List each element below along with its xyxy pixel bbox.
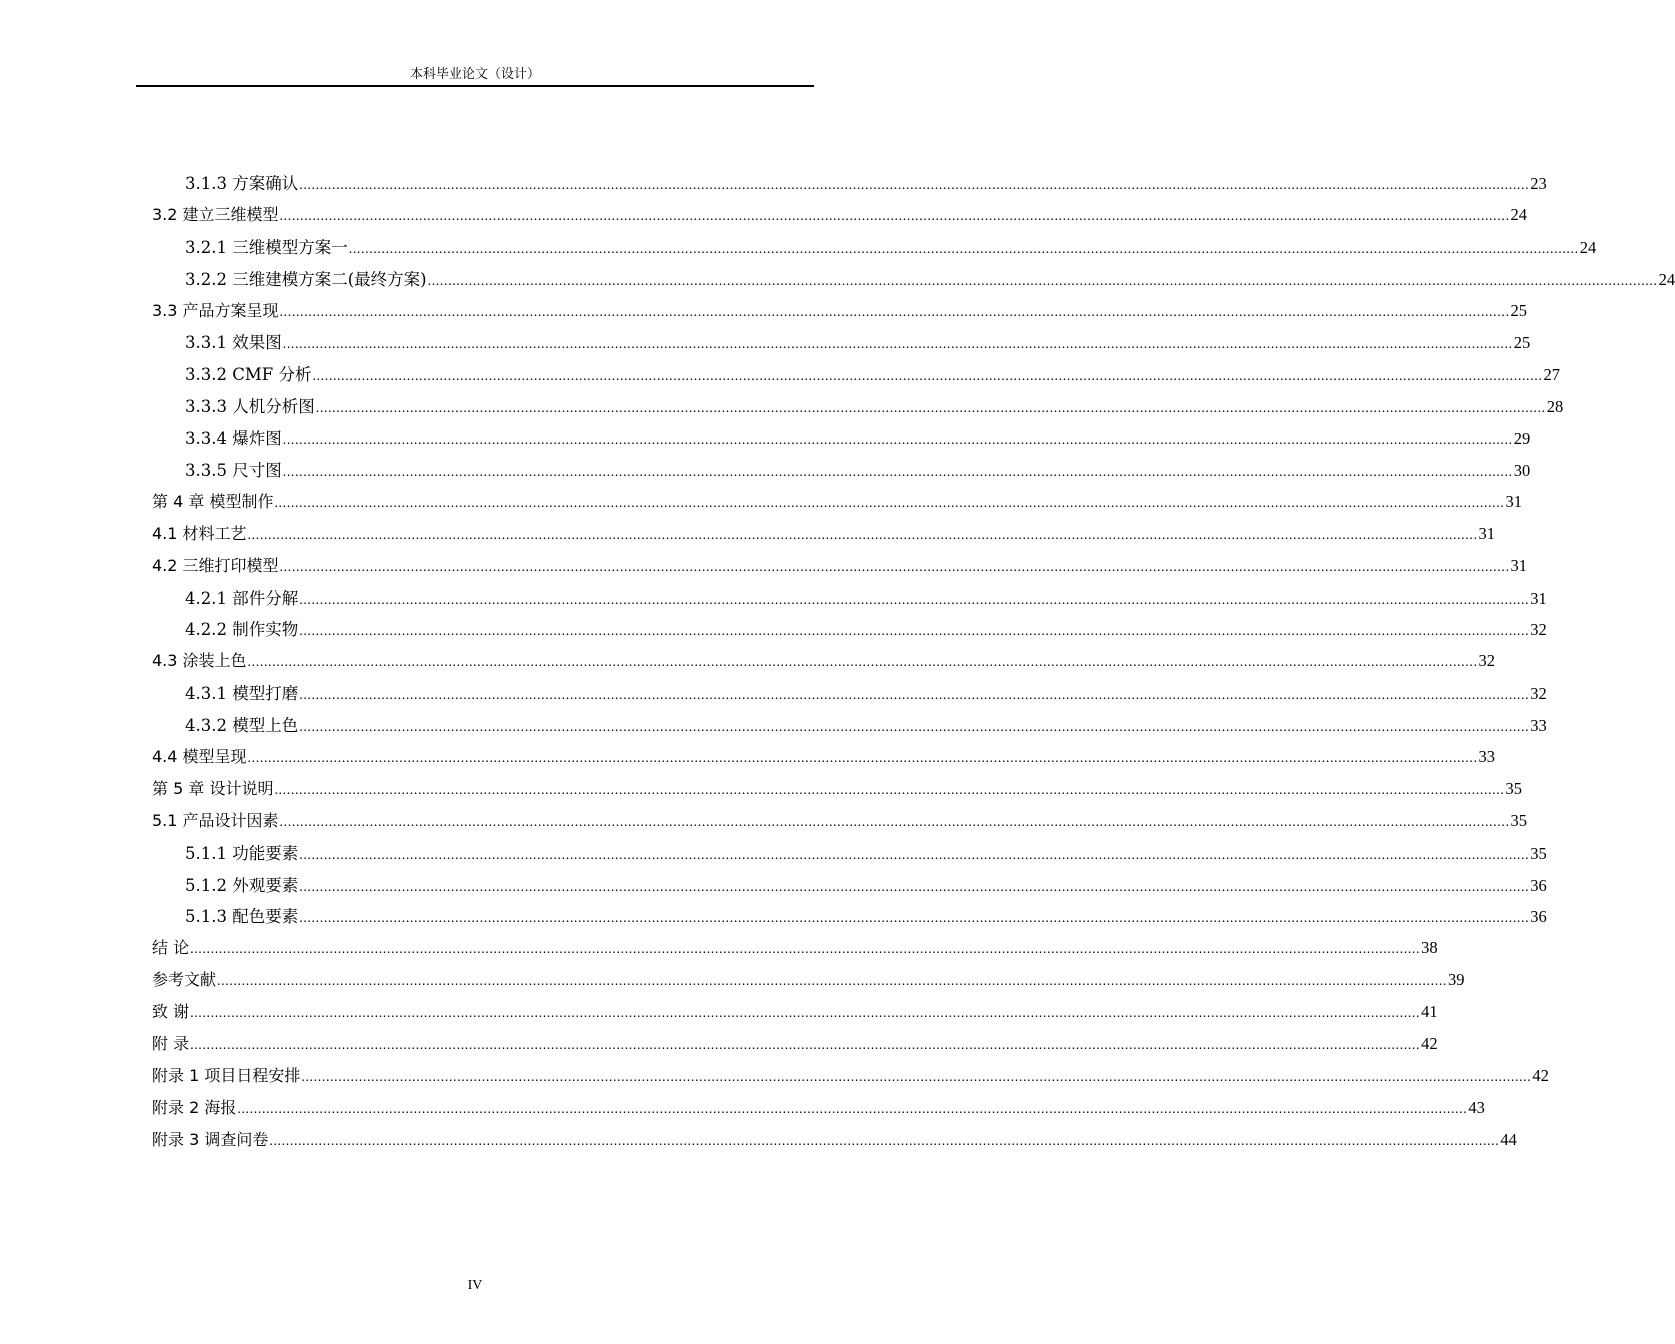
toc-entry-title: 4.3 涂装上色 <box>152 651 247 671</box>
toc-dot-leader: ............................................................................................................................................................................................................................................................................................................ <box>348 241 1579 257</box>
toc-entry[interactable] <box>152 329 1531 361</box>
toc-dot-leader: ............................................................................................................................................................................................................................................................................................................ <box>279 208 1510 224</box>
toc-dot-leader: ............................................................................................................................................................................................................................................................................................................ <box>190 1038 1421 1054</box>
toc-entry-title: 结 论 <box>152 938 190 958</box>
toc-entry-title: 3.2.1 三维模型方案一 <box>185 237 348 257</box>
toc-dot-leader: ............................................................................................................................................................................................................................................................................................................ <box>190 1006 1421 1022</box>
toc-entry-title: 3.3.2 CMF 分析 <box>185 365 312 385</box>
toc-entry-page: 25 <box>1513 333 1531 353</box>
toc-entry-page: 42 <box>1532 1065 1549 1085</box>
toc-entry-page: 42 <box>1421 1034 1438 1054</box>
toc-entry-page: 31 <box>1505 491 1522 511</box>
toc-entry[interactable] <box>152 489 1522 521</box>
toc-entry[interactable] <box>152 808 1528 840</box>
toc-entry-title: 3.2 建立三维模型 <box>152 204 279 224</box>
toc-dot-leader: ............................................................................................................................................................................................................................................................................................................ <box>315 401 1546 417</box>
toc-entry-page: 44 <box>1500 1129 1517 1149</box>
toc-entry-title: 致 谢 <box>152 1002 190 1022</box>
toc-entry[interactable] <box>152 457 1531 489</box>
toc-entry[interactable] <box>152 967 1465 999</box>
toc-dot-leader: ............................................................................................................................................................................................................................................................................................................ <box>299 879 1530 895</box>
toc-entry[interactable] <box>152 1031 1438 1063</box>
toc-entry-title: 5.1.3 配色要素 <box>185 907 299 927</box>
toc-entry[interactable] <box>152 872 1547 904</box>
toc-entry-title: 第 4 章 模型制作 <box>152 491 274 511</box>
toc-entry-title: 4.2 三维打印模型 <box>152 555 279 575</box>
toc-entry[interactable] <box>152 298 1528 330</box>
toc-entry-page: 27 <box>1543 365 1560 385</box>
toc-entry-page: 24 <box>1579 237 1597 257</box>
toc-entry-title: 附 录 <box>152 1034 190 1054</box>
toc-entry[interactable] <box>152 776 1522 808</box>
toc-entry-page: 43 <box>1468 1097 1485 1117</box>
toc-entry-title: 3.3 产品方案呈现 <box>152 300 279 320</box>
toc-dot-leader: ............................................................................................................................................................................................................................................................................................................ <box>299 847 1530 863</box>
toc-entry-page: 38 <box>1421 938 1438 958</box>
toc-entry-page: 41 <box>1421 1002 1438 1022</box>
toc-dot-leader: ............................................................................................................................................................................................................................................................................................................ <box>247 527 1478 543</box>
toc-entry[interactable] <box>152 521 1496 553</box>
toc-entry-title: 4.3.2 模型上色 <box>185 716 299 736</box>
toc-dot-leader: ............................................................................................................................................................................................................................................................................................................ <box>269 1133 1500 1149</box>
toc-dot-leader: ............................................................................................................................................................................................................................................................................................................ <box>217 974 1448 990</box>
toc-dot-leader: ............................................................................................................................................................................................................................................................................................................ <box>312 369 1543 385</box>
toc-entry[interactable] <box>152 553 1528 585</box>
toc-entry-title: 附录 3 调查问卷 <box>152 1129 269 1149</box>
toc-entry-title: 4.2.1 部件分解 <box>185 588 299 608</box>
toc-entry-page: 31 <box>1478 523 1496 543</box>
toc-entry[interactable] <box>152 903 1547 935</box>
toc-entry-title: 4.4 模型呈现 <box>152 747 247 767</box>
toc-entry[interactable] <box>152 935 1438 967</box>
toc-entry[interactable] <box>152 170 1547 202</box>
toc-entry-page: 33 <box>1530 716 1547 736</box>
toc-entry[interactable] <box>152 648 1496 680</box>
toc-dot-leader: ............................................................................................................................................................................................................................................................................................................ <box>299 720 1530 736</box>
toc-entry-title: 参考文献 <box>152 970 217 990</box>
toc-entry[interactable] <box>152 393 1564 425</box>
toc-entry[interactable] <box>152 234 1597 266</box>
toc-entry-page: 32 <box>1530 620 1547 640</box>
toc-entry[interactable] <box>152 361 1560 393</box>
toc-dot-leader: ............................................................................................................................................................................................................................................................................................................ <box>299 178 1530 193</box>
toc-entry-title: 第 5 章 设计说明 <box>152 778 274 798</box>
toc-dot-leader: ............................................................................................................................................................................................................................................................................................................ <box>190 942 1421 958</box>
toc-entry-page: 28 <box>1546 397 1564 417</box>
toc-entry-page: 31 <box>1510 555 1528 575</box>
toc-entry-title: 3.3.5 尺寸图 <box>185 461 282 481</box>
toc-entry-page: 36 <box>1530 875 1547 895</box>
toc-entry[interactable] <box>152 712 1547 744</box>
toc-dot-leader: ............................................................................................................................................................................................................................................................................................................ <box>299 688 1530 704</box>
toc-dot-leader: ............................................................................................................................................................................................................................................................................................................ <box>274 782 1505 798</box>
toc-entry-page: 24 <box>1510 204 1528 224</box>
toc-entry[interactable] <box>152 1063 1549 1095</box>
toc-dot-leader: ............................................................................................................................................................................................................................................................................................................ <box>274 495 1505 511</box>
toc-dot-leader: ............................................................................................................................................................................................................................................................................................................ <box>282 465 1513 481</box>
toc-entry-page: 32 <box>1530 684 1547 704</box>
toc-entry-title: 3.3.1 效果图 <box>185 333 282 353</box>
toc-entry-title: 3.3.3 人机分析图 <box>185 397 315 417</box>
toc-entry-title: 附录 1 项目日程安排 <box>152 1065 301 1085</box>
toc-entry-title: 3.1.3 方案确认 <box>185 174 299 193</box>
toc-entry-page: 33 <box>1478 747 1496 767</box>
toc-entry-title: 5.1 产品设计因素 <box>152 810 279 830</box>
page-header: 本科毕业论文（设计） <box>409 67 540 82</box>
toc-dot-leader: ............................................................................................................................................................................................................................................................................................................ <box>247 655 1478 671</box>
toc-dot-leader: ............................................................................................................................................................................................................................................................................................................ <box>299 624 1530 640</box>
toc-entry[interactable] <box>152 202 1528 234</box>
page-number: IV <box>467 1278 483 1293</box>
toc-entry-page: 35 <box>1530 843 1547 863</box>
toc-entry-title: 4.1 材料工艺 <box>152 523 247 543</box>
toc-entry[interactable] <box>152 616 1547 648</box>
toc-entry[interactable] <box>152 680 1547 712</box>
toc-dot-leader: ............................................................................................................................................................................................................................................................................................................ <box>279 304 1510 320</box>
toc-entry[interactable] <box>152 585 1547 617</box>
toc-entry-page: 30 <box>1513 461 1531 481</box>
toc-entry-page: 32 <box>1478 651 1496 671</box>
toc-dot-leader: ............................................................................................................................................................................................................................................................................................................ <box>299 911 1530 927</box>
toc-entry-title: 附录 2 海报 <box>152 1097 237 1117</box>
toc-dot-leader: ............................................................................................................................................................................................................................................................................................................ <box>279 814 1510 830</box>
toc-entry-page: 36 <box>1530 907 1547 927</box>
toc-entry-page: 35 <box>1510 810 1528 830</box>
toc-entry[interactable] <box>152 1095 1485 1127</box>
toc-entry-title: 5.1.2 外观要素 <box>185 875 299 895</box>
toc-entry-page: 31 <box>1530 588 1547 608</box>
toc-dot-leader: ............................................................................................................................................................................................................................................................................................................ <box>247 751 1478 767</box>
toc-entry-title: 3.3.4 爆炸图 <box>185 429 282 449</box>
toc-entry-page: 25 <box>1510 300 1528 320</box>
toc-entry-title: 4.2.2 制作实物 <box>185 620 299 640</box>
toc-dot-leader: ............................................................................................................................................................................................................................................................................................................ <box>282 337 1513 353</box>
toc-entry-page: 29 <box>1513 429 1531 449</box>
toc-entry[interactable] <box>152 744 1496 776</box>
table-of-contents <box>152 170 1675 1159</box>
toc-dot-leader: ............................................................................................................................................................................................................................................................................................................ <box>237 1101 1468 1117</box>
toc-entry-page: 24 <box>1658 269 1675 289</box>
toc-entry[interactable] <box>152 999 1438 1031</box>
toc-entry-page: 39 <box>1448 970 1465 990</box>
toc-entry[interactable] <box>152 1127 1517 1159</box>
toc-dot-leader: ............................................................................................................................................................................................................................................................................................................ <box>301 1069 1532 1085</box>
toc-entry[interactable] <box>152 425 1531 457</box>
toc-entry-page: 23 <box>1530 174 1547 193</box>
header-rule <box>136 85 814 87</box>
toc-entry[interactable] <box>152 840 1547 872</box>
toc-entry-title: 3.2.2 三维建模方案二(最终方案) <box>185 269 427 289</box>
toc-dot-leader: ............................................................................................................................................................................................................................................................................................................ <box>427 273 1658 289</box>
toc-entry-page: 35 <box>1505 778 1522 798</box>
toc-dot-leader: ............................................................................................................................................................................................................................................................................................................ <box>282 433 1513 449</box>
toc-entry-title: 4.3.1 模型打磨 <box>185 684 299 704</box>
toc-dot-leader: ............................................................................................................................................................................................................................................................................................................ <box>299 592 1530 608</box>
toc-dot-leader: ............................................................................................................................................................................................................................................................................................................ <box>279 559 1510 575</box>
toc-entry-title: 5.1.1 功能要素 <box>185 843 299 863</box>
toc-entry[interactable] <box>152 266 1675 298</box>
